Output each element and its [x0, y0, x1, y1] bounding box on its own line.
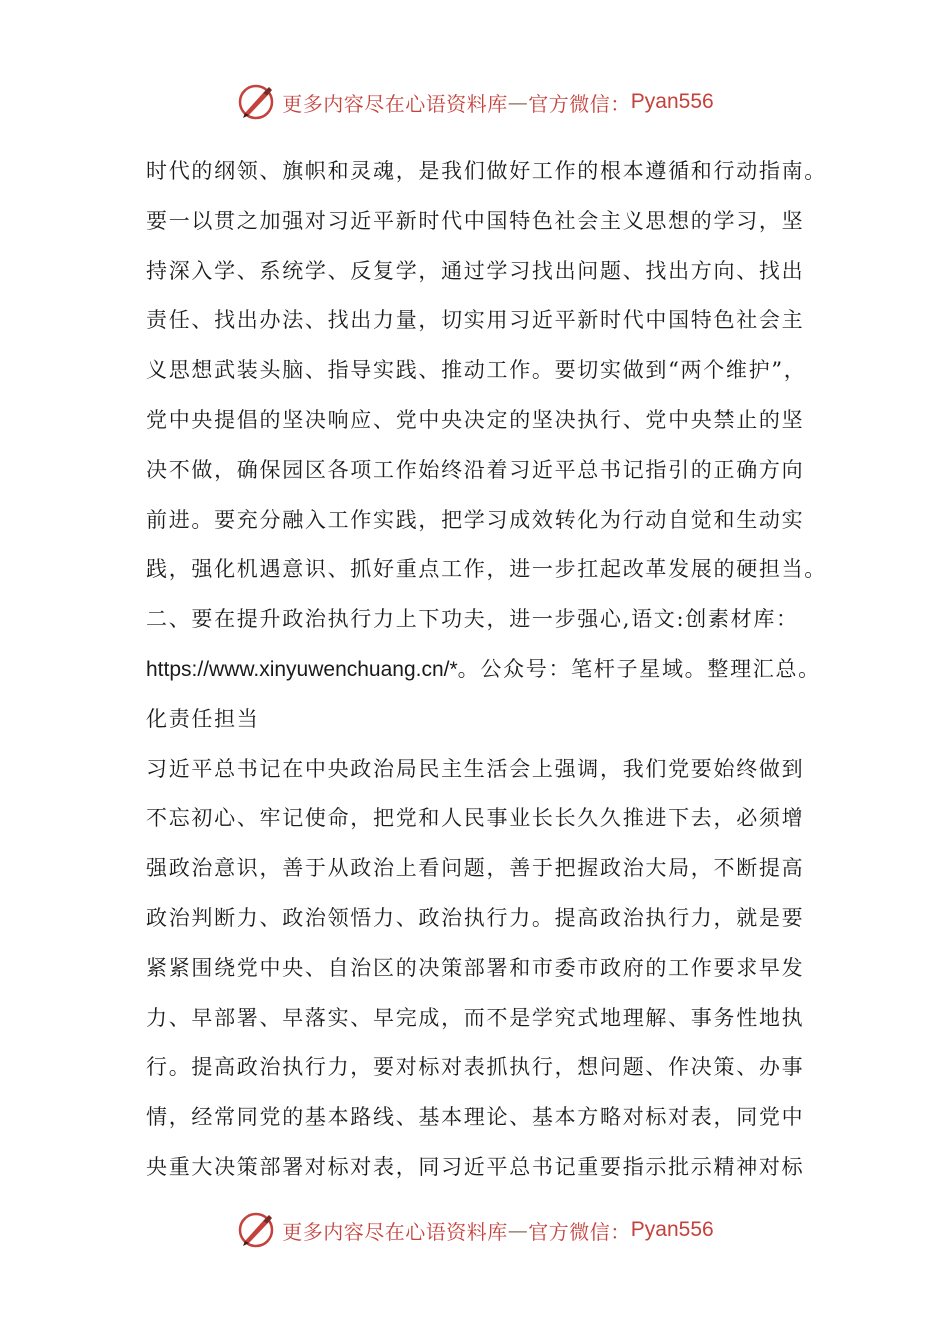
banner-separator: —: [507, 90, 529, 114]
text-line: 持深入学、系统学、反复学，通过学习找出问题、找出方向、找出: [146, 258, 805, 283]
text-line: 政治判断力、政治领悟力、政治执行力。提高政治执行力，就是要: [146, 905, 805, 930]
url-line: [146, 645, 846, 695]
pen-logo-icon: [236, 82, 276, 122]
text-line: 党中央提倡的坚决响应、党中央决定的坚决执行、党中央禁止的坚: [146, 407, 805, 432]
banner-slogan: 更多内容尽在心语资料库: [282, 1219, 508, 1244]
text-line: 力、早部署、早落实、早完成，而不是学究式地理解、事务性地执: [146, 1005, 805, 1030]
text-line: 决不做，确保园区各项工作始终沿着习近平总书记指引的正确方向: [146, 457, 805, 482]
text-line: 行。提高政治执行力，要对标对表抓执行，想问题、作决策、办事: [146, 1055, 805, 1080]
footer-banner: [0, 1208, 950, 1252]
text-line: 二、要在提升政治执行力上下功夫，进一步强心,语文:创素材库：: [146, 607, 799, 632]
text-line: 紧紧围绕党中央、自治区的决策部署和市委市政府的工作要求早发: [146, 955, 805, 980]
banner-slogan: 更多内容尽在心语资料库: [282, 91, 508, 116]
text-line: 践，强化机遇意识、抓好重点工作，进一步扛起改革发展的硬担当。: [146, 557, 827, 582]
banner-wechat-id: Pyan556: [630, 90, 714, 113]
text-line: 习近平总书记在中央政治局民主生活会上强调，我们党要始终做到: [146, 756, 805, 781]
text-line: 情，经常同党的基本路线、基本理论、基本方略对标对表，同党中: [146, 1105, 805, 1130]
text-line: 强政治意识，善于从政治上看问题，善于把握政治大局，不断提高: [146, 856, 805, 881]
text-line: 时代的纲领、旗帜和灵魂，是我们做好工作的根本遵循和行动指南。: [146, 159, 827, 183]
text-line: 要一以贯之加强对习近平新时代中国特色社会主义思想的学习，坚: [146, 208, 805, 233]
section-heading-tail: 化责任担当: [146, 706, 260, 731]
text-line: 不忘初心、牢记使命，把党和人民事业长长久久推进下去，必须增: [146, 806, 805, 831]
header-banner: [0, 80, 950, 124]
text-line: 责任、找出办法、找出力量，切实用习近平新时代中国特色社会主: [146, 308, 805, 333]
text-line: 义思想武装头脑、指导实践、推动工作。要切实做到“两个维护”，: [146, 358, 807, 383]
document-body: [146, 147, 846, 1193]
text-line: 前进。要充分融入工作实践，把学习成效转化为行动自觉和生动实: [146, 507, 805, 532]
source-url: https://www.xinyuwenchuang.cn/*: [146, 657, 458, 681]
text-line: 央重大决策部署对标对表，同习近平总书记重要指示批示精神对标: [146, 1154, 805, 1179]
banner-wechat-id: Pyan556: [630, 1218, 714, 1241]
pen-logo-icon: [236, 1210, 276, 1250]
banner-wechat-label: 官方微信：: [528, 1219, 631, 1244]
banner-separator: —: [507, 1218, 529, 1242]
url-line-rest: 。公众号：笔杆子星域。整理汇总。: [457, 656, 821, 681]
banner-wechat-label: 官方微信：: [528, 91, 631, 116]
